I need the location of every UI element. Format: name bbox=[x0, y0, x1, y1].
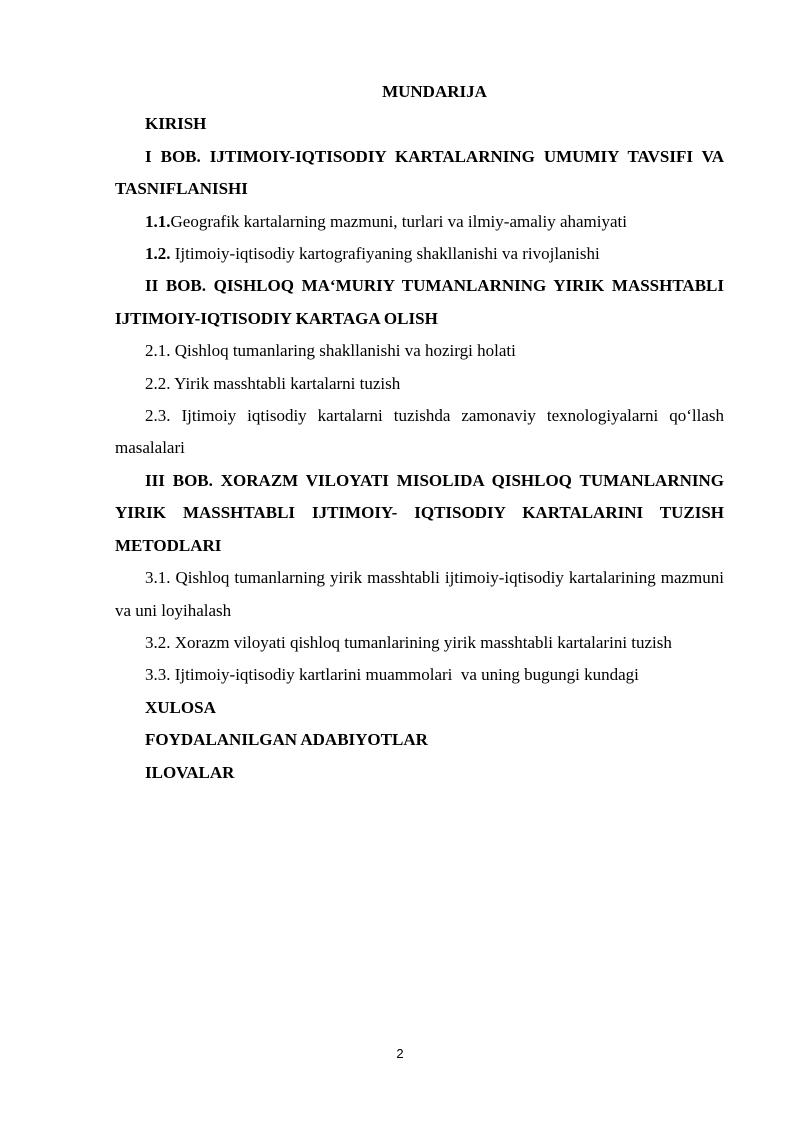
page-number: 2 bbox=[396, 1046, 404, 1061]
toc-section-text: Geografik kartalarning mazmuni, turlari va ilmiy-amaliy ahamiyati bbox=[170, 211, 627, 231]
toc-chapter-1: I BOB. IJTIMOIY-IQTISODIY KARTALARNING UMUMIY TAVSIFI VA TASNIFLANISHI bbox=[115, 146, 724, 199]
toc-section-text: Ijtimoiy-iqtisodiy kartografiyaning shakllanishi va rivojlanishi bbox=[170, 244, 600, 264]
toc-section-2-1: 2.1. Qishloq tumanlaring shakllanishi va hozirgi holati bbox=[145, 341, 516, 361]
toc-entry-conclusion: XULOSA bbox=[145, 697, 216, 717]
toc-section-3-2: 3.2. Xorazm viloyati qishloq tumanlarining yirik masshtabli kartalarini tuzish bbox=[145, 632, 672, 652]
toc-entry-appendices: ILOVALAR bbox=[145, 762, 235, 782]
table-of-contents bbox=[115, 76, 724, 789]
page-title: MUNDARIJA bbox=[382, 82, 487, 101]
toc-section-1-1 bbox=[115, 206, 724, 238]
toc-section-3-1: 3.1. Qishloq tumanlarning yirik masshtabli ijtimoiy-iqtisodiy kartalarining mazmuni va uni loyihalash bbox=[115, 568, 724, 620]
toc-chapter-2: II BOB. QISHLOQ MA‘MURIY TUMANLARNING YIRIK MASSHTABLI IJTIMOIY-IQTISODIY KARTAGA OLISH bbox=[115, 276, 724, 328]
toc-section-1-2 bbox=[115, 238, 724, 270]
toc-section-number: 1.1. bbox=[145, 211, 171, 231]
toc-entry-intro: KIRISH bbox=[145, 114, 207, 134]
toc-section-3-3: 3.3. Ijtimoiy-iqtisodiy kartlarini muammolari va uning bugungi kundagi bbox=[145, 665, 639, 685]
toc-section-2-3: 2.3. Ijtimoiy iqtisodiy kartalarni tuzishda zamonaviy texnologiyalarni qo‘llash masalalari bbox=[115, 406, 724, 458]
toc-section-number: 1.2. bbox=[145, 244, 171, 264]
toc-entry-references: FOYDALANILGAN ADABIYOTLAR bbox=[145, 730, 428, 750]
toc-section-2-2: 2.2. Yirik masshtabli kartalarni tuzish bbox=[145, 373, 401, 393]
toc-chapter-3: III BOB. XORAZM VILOYATI MISOLIDA QISHLOQ TUMANLARNING YIRIK MASSHTABLI IJTIMOIY- IQTISODIY KARTALARINI TUZISH METODLARI bbox=[115, 470, 724, 555]
